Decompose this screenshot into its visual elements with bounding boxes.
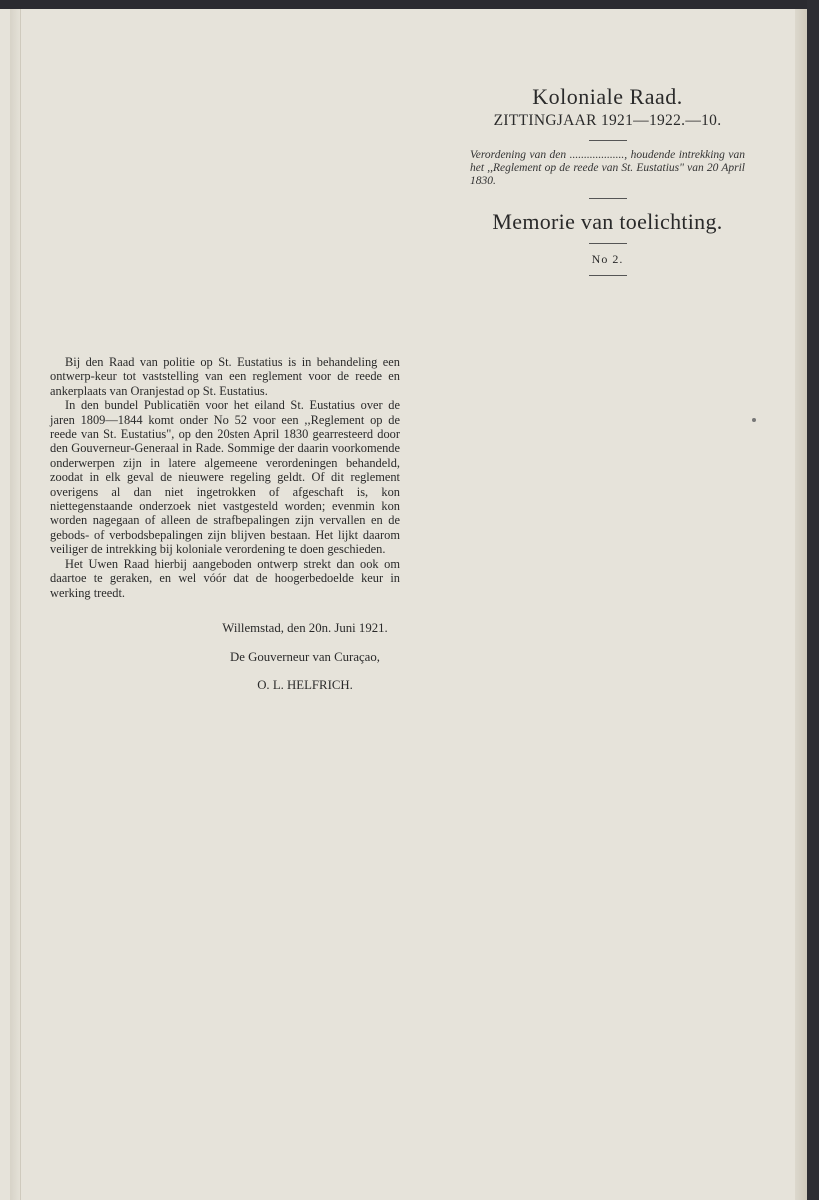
signoff-name: O. L. HELFRICH. xyxy=(257,678,353,692)
paper-speck xyxy=(752,418,756,422)
page-binding-edge xyxy=(10,9,21,1200)
memo-title: Memorie van toelichting. xyxy=(492,209,723,234)
number-divider xyxy=(589,275,627,276)
signoff-place-date: Willemstad, den 20n. Juni 1921. xyxy=(222,621,388,635)
document-page xyxy=(0,9,807,1200)
ordinance-subject: Verordening van den ..................., houdende intrekking van het ,,Reglement op de reede van St. Eustatius" van 20 April 1830. xyxy=(470,149,745,187)
scan-border-right xyxy=(807,0,819,1200)
memo-divider xyxy=(589,243,627,244)
body-paragraph: Bij den Raad van politie op St. Eustatius is in behandeling een ontwerp-keur tot vaststelling van een reglement voor de reede en ankerplaats van Oranjestad op St. Eustatius. xyxy=(50,355,400,398)
document-number: No 2. xyxy=(591,252,624,266)
subject-divider xyxy=(589,198,627,199)
memo-body xyxy=(50,355,400,600)
scan-border-top xyxy=(0,0,819,9)
signoff-role: De Gouverneur van Curaçao, xyxy=(230,650,380,664)
body-paragraph: Het Uwen Raad hierbij aangeboden ontwerp strekt dan ook om daartoe te geraken, en wel vóór dat de hoogerbedoelde keur in werking treedt. xyxy=(50,556,400,600)
page-right-edge xyxy=(795,9,807,1200)
council-title: Koloniale Raad. xyxy=(532,84,683,109)
header-divider xyxy=(589,140,627,141)
body-paragraph: In den bundel Publicatiën voor het eiland St. Eustatius over de jaren 1809—1844 komt onder No 52 voor een ,,Reglement op de reede van St. Eustatius", op den 20sten April 1830 gearresteerd door den Gouverneur-Generaal in Rade. Sommige der daarin voorkomende onderwerpen zijn in latere algemeene verordeningen behandeld, zoodat in elk geval de nieuwere regeling geldt. Of dit reglement overigens al dan niet ingetrokken of afgeschaft is, kon niettegenstaande onderzoek niet vastgesteld worden; evenmin kon worden nagegaan of alleen de strafbepalingen zijn vervallen en de gebods- of verbodsbepalingen zijn blijven bestaan. Het lijkt daarom veiliger de intrekking bij koloniale verordening te doen geschieden. xyxy=(50,398,400,557)
document-header xyxy=(470,84,745,276)
session-year: ZITTINGJAAR 1921—1922.—10. xyxy=(493,112,722,129)
